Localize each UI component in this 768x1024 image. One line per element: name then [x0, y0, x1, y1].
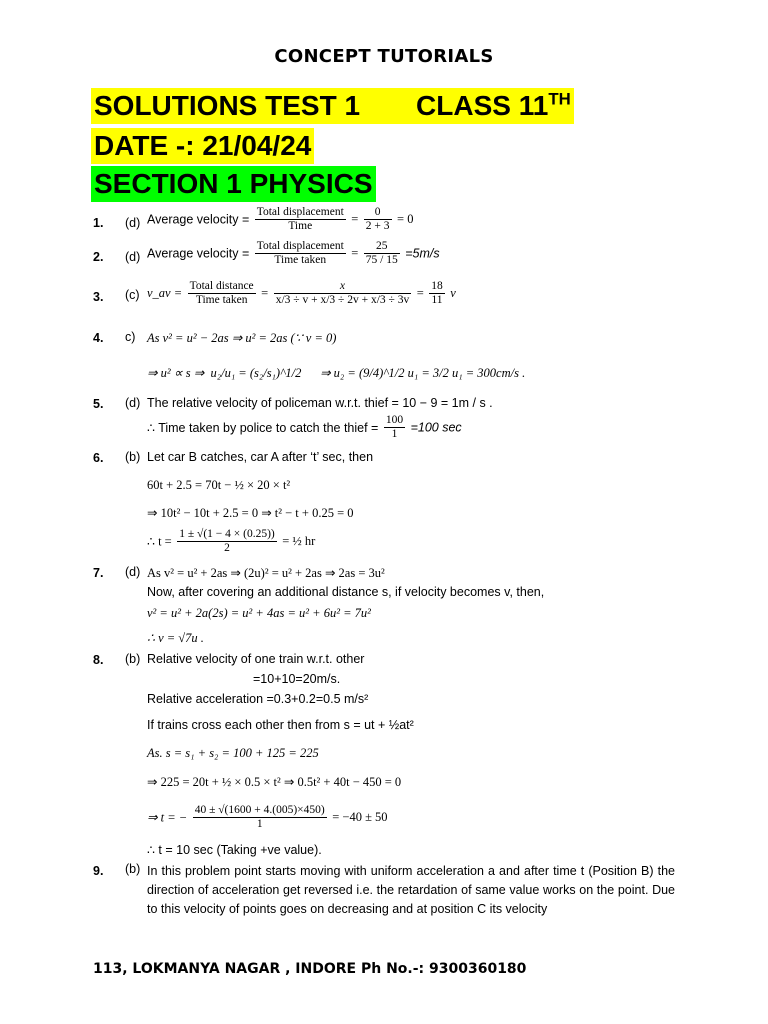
q1-option: (d) — [125, 216, 141, 230]
title-banner — [91, 88, 574, 124]
q7-line4: ∴ v = √7u . — [147, 631, 204, 645]
q2-option: (d) — [125, 250, 141, 264]
q6-number: 6. — [93, 451, 104, 465]
q4-number: 4. — [93, 331, 104, 345]
q8-option: (b) — [125, 652, 141, 666]
q5-number: 5. — [93, 397, 104, 411]
q2-answer: Average velocity = $\frac{\text{Total displacement}}{\text{Time taken}}$ = $\frac{25}{75 / 15}$ =5m/s — [147, 240, 440, 266]
q5-line2: ∴ Time taken by police to catch the thief = $\frac{100}{1}$ =100 sec — [147, 414, 462, 440]
org-name: CONCEPT TUTORIALS — [274, 46, 494, 67]
title-sup: TH — [548, 89, 571, 109]
q7-line3: v² = u² + 2a(2s) = u² + 4as = u² + 6u² = 7u² — [147, 606, 371, 620]
title-left: SOLUTIONS TEST 1 — [94, 90, 361, 121]
q4-line2: ⇒ u² ∝ s ⇒ u₂/u₁ = (s₂/s₁)^1/2 ⇒ u₂ = (9/4)^1/2 u₁ = 3/2 u₁ = 300cm/s . — [147, 366, 526, 380]
q7-line2: Now, after covering an additional distance s, if velocity becomes v, then, — [147, 585, 545, 599]
q8-line3: Relative acceleration =0.3+0.2=0.5 m/s² — [147, 692, 369, 706]
q2-number: 2. — [93, 250, 104, 264]
q9-number: 9. — [93, 864, 104, 878]
q6-line1: Let car B catches, car A after ‘t’ sec, then — [147, 450, 374, 464]
footer-address: 113, LOKMANYA NAGAR , INDORE Ph No.-: 9300360180 — [93, 961, 527, 977]
q8-line4: If trains cross each other then from s = ut + ½at² — [147, 718, 414, 732]
q1-answer: Average velocity = $\frac{\text{Total displacement}}{\text{Time}}$ = $\frac{0}{2 + 3}$ = 0 — [147, 206, 414, 232]
q1-number: 1. — [93, 216, 104, 230]
q3-number: 3. — [93, 290, 104, 304]
q6-line3: ⇒ 10t² − 10t + 2.5 = 0 ⇒ t² − t + 0.25 = 0 — [147, 506, 354, 520]
q3-answer: v_av = $\frac{\text{Total distance}}{\text{Time taken}}$ = $\frac{x}{x/3 \div v + x/3 \div 2v + x/3 \div 3v}$ = $\frac{18}{11}$ v — [147, 280, 456, 306]
q5-option: (d) — [125, 396, 141, 410]
q4-option: c) — [125, 330, 136, 344]
q7-line1: As v² = u² + 2as ⇒ (2u)² = u² + 2as ⇒ 2as = 3u² — [147, 566, 385, 580]
q6-line2: 60t + 2.5 = 70t − ½ × 20 × t² — [147, 478, 291, 492]
q4-line1: As v² = u² − 2as ⇒ u² = 2as (∵ v = 0) — [147, 331, 337, 345]
q8-line7: ⇒ t = − $\frac{40 \pm √(1600 + 4.(005)\times 450)}{1}$ = −40 ± 50 — [147, 804, 388, 830]
q8-line1: Relative velocity of one train w.r.t. other — [147, 652, 365, 666]
section-banner: SECTION 1 PHYSICS — [91, 166, 376, 202]
q3-option: (c) — [125, 288, 140, 302]
q8-line6: ⇒ 225 = 20t + ½ × 0.5 × t² ⇒ 0.5t² + 40t − 450 = 0 — [147, 775, 402, 789]
q5-line1: The relative velocity of policeman w.r.t. thief = 10 − 9 = 1m / s . — [147, 396, 493, 410]
title-right: CLASS 11 — [416, 90, 549, 121]
q7-option: (d) — [125, 565, 141, 579]
q8-line2: =10+10=20m/s. — [253, 672, 341, 686]
q8-line8: ∴ t = 10 sec (Taking +ve value). — [147, 843, 322, 857]
date-banner: DATE -: 21/04/24 — [91, 128, 314, 164]
q9-text: In this problem point starts moving with uniform acceleration a and after time t (Position B) the direction of acceleration get reversed i.e. the retardation of same value works on the point. Due to this velocity of points goes on decreasing and at position C its velocity — [147, 864, 675, 916]
q9-option: (b) — [125, 862, 141, 876]
q7-number: 7. — [93, 566, 104, 580]
q8-line5: As. s = s₁ + s₂ = 100 + 125 = 225 — [147, 746, 319, 760]
q6-line4: ∴ t = $\frac{1 \pm √(1 - 4 \times (0.25))}{2}$ = ½ hr — [147, 528, 316, 554]
q8-number: 8. — [93, 653, 104, 667]
q6-option: (b) — [125, 450, 141, 464]
